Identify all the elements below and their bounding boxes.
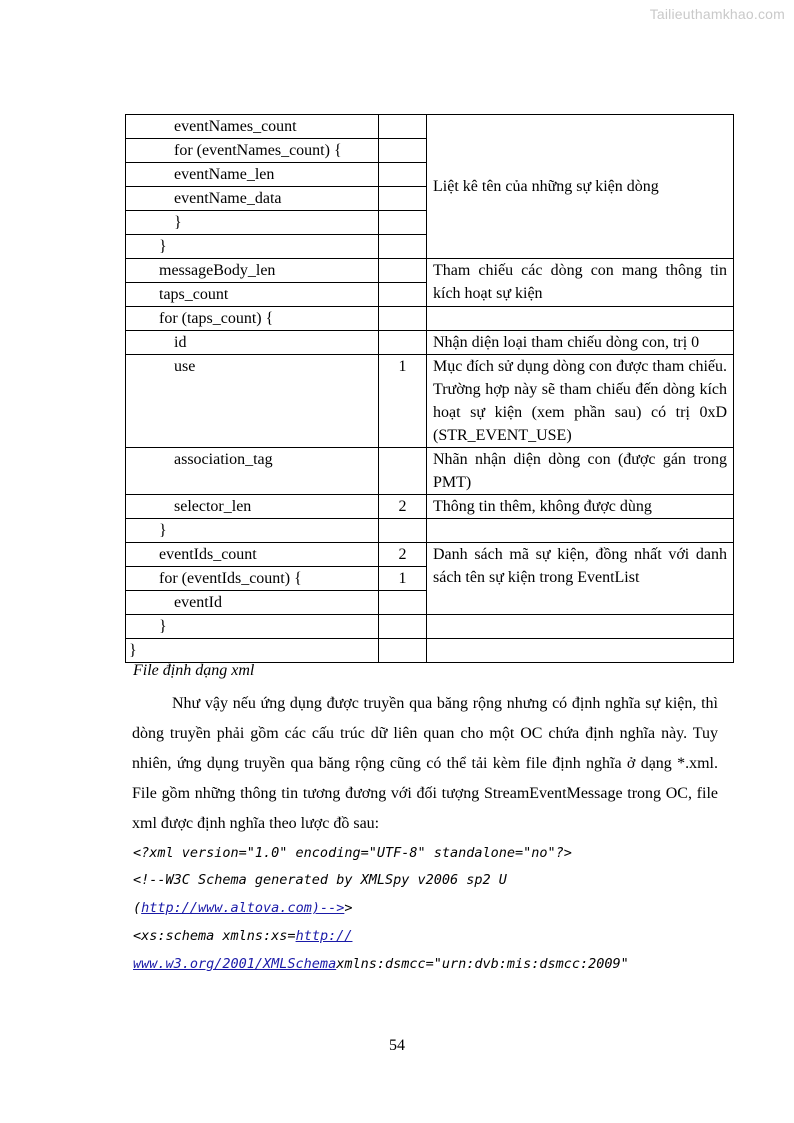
w3-schema-link-continued[interactable]: www.w3.org/2001/XMLSchema <box>133 956 337 972</box>
description-cell: Thông tin thêm, không được dùng <box>427 495 734 519</box>
description-cell: Danh sách mã sự kiện, đồng nhất với danh sách tên sự kiện trong EventList <box>427 543 734 615</box>
bits-cell <box>379 448 427 495</box>
code-line <box>133 900 733 916</box>
body-paragraph: Như vậy nếu ứng dụng được truyền qua băng rộng nhưng có định nghĩa sự kiện, thì dòng truyền phải gồm các cấu trúc dữ liên quan cho một OC chứa định nghĩa này. Tuy nhiên, ứng dụng truyền qua băng rộng cũng có thể tải kèm file định nghĩa ở dạng *.xml. File gồm những thông tin tương đương với đối tượng StreamEventMessage trong OC, file xml được định nghĩa theo lược đồ sau: <box>132 695 718 832</box>
syntax-cell: } <box>126 211 379 235</box>
description-cell <box>427 519 734 543</box>
code-text: xmlns:dsmcc="urn:dvb:mis:dsmcc:2009" <box>336 956 629 972</box>
bits-cell <box>379 519 427 543</box>
altova-link[interactable]: http://www.altova.com)--> <box>141 900 345 916</box>
bits-cell <box>379 163 427 187</box>
syntax-cell: for (eventIds_count) { <box>126 567 379 591</box>
code-text: <xs:schema xmlns:xs= <box>133 928 296 944</box>
syntax-cell: eventName_len <box>126 163 379 187</box>
table-row <box>126 615 734 639</box>
syntax-cell: association_tag <box>126 448 379 495</box>
syntax-cell: } <box>126 235 379 259</box>
section-caption: File định dạng xml <box>133 662 255 679</box>
syntax-cell: id <box>126 331 379 355</box>
table-row <box>126 543 734 567</box>
bits-cell: 1 <box>379 567 427 591</box>
bits-cell: 2 <box>379 543 427 567</box>
bits-cell: 1 <box>379 355 427 448</box>
bits-cell <box>379 211 427 235</box>
table-row <box>126 495 734 519</box>
description-cell: Tham chiếu các dòng con mang thông tin kích hoạt sự kiện <box>427 259 734 307</box>
syntax-cell: eventIds_count <box>126 543 379 567</box>
bits-cell <box>379 615 427 639</box>
description-cell: Nhận diện loại tham chiếu dòng con, trị 0 <box>427 331 734 355</box>
syntax-cell: use <box>126 355 379 448</box>
syntax-cell: for (eventNames_count) { <box>126 139 379 163</box>
code-line <box>133 956 733 972</box>
table-row <box>126 115 734 139</box>
bits-cell <box>379 115 427 139</box>
code-line <box>133 928 733 944</box>
bits-cell <box>379 307 427 331</box>
table-row <box>126 307 734 331</box>
code-text: > <box>344 900 353 916</box>
table-row <box>126 448 734 495</box>
description-cell <box>427 639 734 663</box>
syntax-table <box>125 114 734 663</box>
syntax-cell: for (taps_count) { <box>126 307 379 331</box>
syntax-cell: taps_count <box>126 283 379 307</box>
table-row <box>126 355 734 448</box>
code-line: <!--W3C Schema generated by XMLSpy v2006 sp2 U <box>133 872 507 888</box>
watermark: Tailieuthamkhao.com <box>649 6 785 22</box>
table-row <box>126 519 734 543</box>
bits-cell <box>379 331 427 355</box>
table-row <box>126 639 734 663</box>
syntax-cell: eventId <box>126 591 379 615</box>
syntax-cell: selector_len <box>126 495 379 519</box>
syntax-cell: } <box>126 519 379 543</box>
description-cell: Nhãn nhận diện dòng con (được gán trong PMT) <box>427 448 734 495</box>
bits-cell <box>379 639 427 663</box>
description-cell <box>427 615 734 639</box>
syntax-cell: } <box>126 639 379 663</box>
syntax-cell: eventNames_count <box>126 115 379 139</box>
syntax-cell: eventName_data <box>126 187 379 211</box>
syntax-cell: messageBody_len <box>126 259 379 283</box>
syntax-cell: } <box>126 615 379 639</box>
bits-cell <box>379 139 427 163</box>
bits-cell <box>379 259 427 283</box>
bits-cell <box>379 187 427 211</box>
code-text: ( <box>133 900 142 916</box>
description-cell <box>427 307 734 331</box>
bits-cell <box>379 235 427 259</box>
bits-cell <box>379 591 427 615</box>
code-line: <?xml version="1.0" encoding="UTF-8" standalone="no"?> <box>133 845 572 861</box>
bits-cell: 2 <box>379 495 427 519</box>
page-number: 54 <box>389 1037 405 1054</box>
w3-schema-link[interactable]: http:// <box>295 928 353 944</box>
table-row <box>126 259 734 283</box>
table-row <box>126 331 734 355</box>
description-cell: Liệt kê tên của những sự kiện dòng <box>427 115 734 259</box>
description-cell: Mục đích sử dụng dòng con được tham chiếu. Trường hợp này sẽ tham chiếu đến dòng kích hoạt sự kiện (xem phần sau) có trị 0xD (STR_EVENT_USE) <box>427 355 734 448</box>
bits-cell <box>379 283 427 307</box>
